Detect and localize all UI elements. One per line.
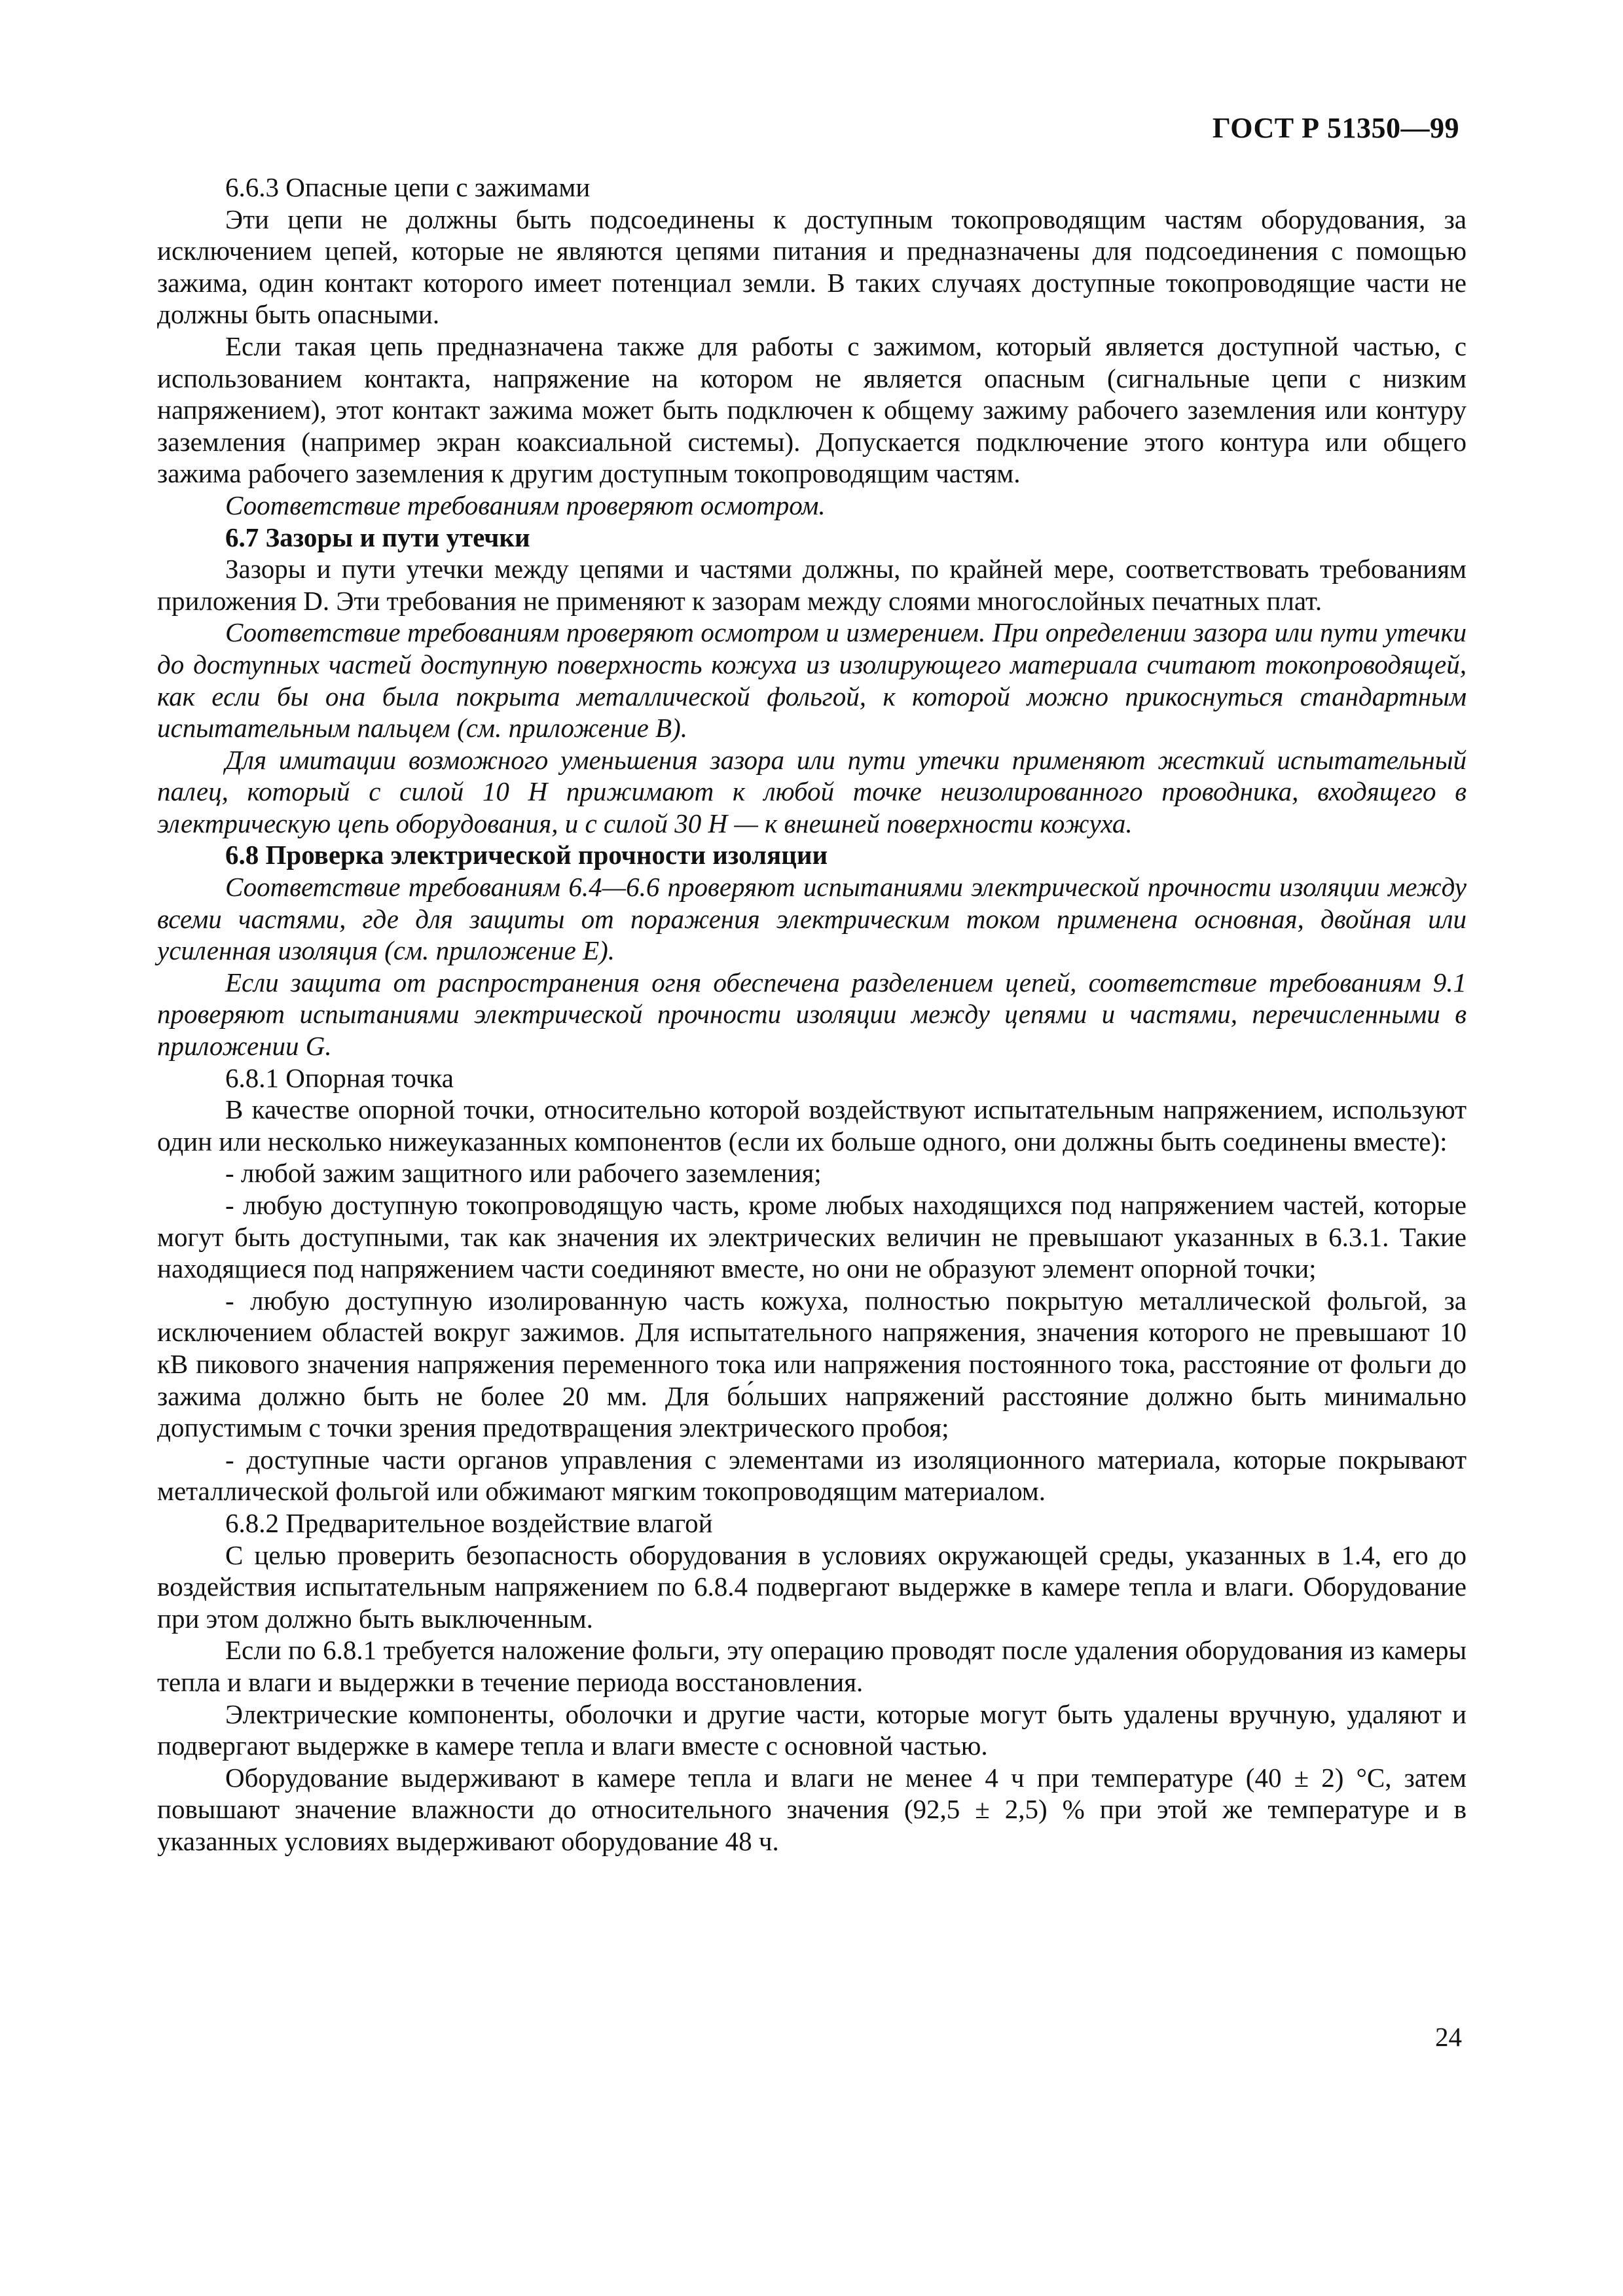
body-paragraph: Оборудование выдерживают в камере тепла и влаги не менее 4 ч при температуре (40 ± 2) °С, затем повышают значение влажности до относительного значения (92,5 ± 2,5) % при этой же температуре и в указанных условиях выдерживают оборудование 48 ч. [157,1762,1467,1856]
compliance-note: Для имитации возможного уменьшения зазора или пути утечки применяют жесткий испытательный палец, который с силой 10 Н прижимают к любой точке неизолированного проводника, входящего в электрическую цепь оборудования, и с силой 30 Н — к внешней поверхности кожуха. [157,744,1467,838]
page-number: 24 [1435,2022,1462,2052]
document-body [157,171,1467,1857]
compliance-note: Соответствие требованиям 6.4—6.6 проверяют испытаниями электрической прочности изоляции между всеми частями, где для защиты от поражения электрическим током применена основная, двойная или усиленная изоляция (см. приложение Е). [157,872,1467,966]
standard-number: ГОСТ Р 51350—99 [1212,112,1459,144]
body-paragraph: Зазоры и пути утечки между цепями и частями должны, по крайней мере, соответствовать требованиям приложения D. Эти требования не применяют к зазорам между слоями многослойных печатных плат. [157,554,1467,616]
body-paragraph: Эти цепи не должны быть подсоединены к доступным токопроводящим частям оборудования, за исключением цепей, которые не являются цепями питания и предназначены для подсоединения с помощью зажима, один контакт которого имеет потенциал земли. В таких случаях доступные токопроводящие части не должны быть опасными. [157,204,1467,330]
body-paragraph: Если по 6.8.1 требуется наложение фольги, эту операцию проводят после удаления оборудования из камеры тепла и влаги и выдержки в течение периода восстановления. [157,1635,1467,1697]
section-heading-6-8: 6.8 Проверка электрической прочности изоляции [225,840,828,870]
list-item: - любой зажим защитного или рабочего заземления; [225,1158,822,1189]
subsection-heading-6-8-1: 6.8.1 Опорная точка [225,1062,454,1093]
section-heading-6-7: 6.7 Зазоры и пути утечки [225,522,530,552]
subsection-heading-6-6-3: 6.6.3 Опасные цепи с зажимами [225,172,591,202]
subsection-heading-6-8-2: 6.8.2 Предварительное воздействие влагой [225,1507,713,1538]
compliance-note: Соответствие требованиям проверяют осмотром. [225,490,826,520]
body-paragraph: Если такая цепь предназначена также для работы с зажимом, который является доступной частью, с использованием контакта, напряжение на котором не является опасным (сигнальные цепи с низким напряжением), этот контакт зажима может быть подключен к общему зажиму рабочего заземления или контуру заземления (например экран коаксиальной системы). Допускается подключение этого контура или общего зажима рабочего заземления к другим доступным токопроводящим частям. [157,331,1467,489]
list-item: - любую доступную изолированную часть кожуха, полностью покрытую металлической фольгой, за исключением областей вокруг зажимов. Для испытательного напряжения, значения которого не превышают 10 кВ пикового значения напряжения переменного тока или напряжения постоянного тока, расстояние от фольги до зажима должно быть не более 20 мм. Для бо́льших напряжений расстояние должно быть минимально допустимым с точки зрения предотвращения электрического пробоя; [157,1285,1467,1443]
list-item: - доступные части органов управления с элементами из изоляционного материала, которые покрывают металлической фольгой или обжимают мягким токопроводящим материалом. [157,1444,1467,1507]
body-paragraph: В качестве опорной точки, относительно которой воздействуют испытательным напряжением, используют один или несколько нижеуказанных компонентов (если их больше одного, они должны быть соединены вместе): [157,1094,1467,1157]
body-paragraph: Электрические компоненты, оболочки и другие части, которые могут быть удалены вручную, удаляют и подвергают выдержке в камере тепла и влаги вместе с основной частью. [157,1698,1467,1761]
body-paragraph: С целью проверить безопасность оборудования в условиях окружающей среды, указанных в 1.4, его до воздействия испытательным напряжением по 6.8.4 подвергают выдержке в камере тепла и влаги. Оборудование при этом должно быть выключенным. [157,1539,1467,1634]
compliance-note: Соответствие требованиям проверяют осмотром и измерением. При определении зазора или пути утечки до доступных частей доступную поверхность кожуха из изолирующего материала считают токопроводящей, как если бы она была покрыта металлической фольгой, к которой можно прикоснуться стандартным испытательным пальцем (см. приложение В). [157,617,1467,744]
compliance-note: Если защита от распространения огня обеспечена разделением цепей, соответствие требованиям 9.1 проверяют испытаниями электрической прочности изоляции между цепями и частями, перечисленными в приложении G. [157,967,1467,1062]
list-item: - любую доступную токопроводящую часть, кроме любых находящихся под напряжением частей, которые могут быть доступными, так как значения их электрических величин не превышают указанных в 6.3.1. Такие находящиеся под напряжением части соединяют вместе, но они не образуют элемент опорной точки; [157,1190,1467,1284]
